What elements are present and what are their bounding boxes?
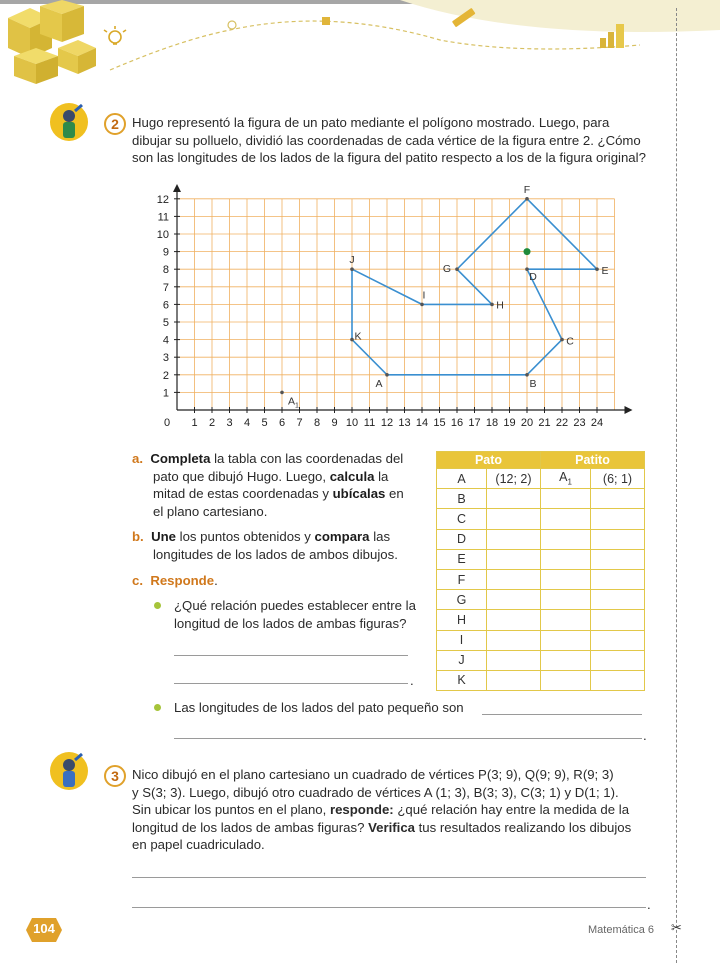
vertex-cell: F xyxy=(437,569,487,589)
part-a-letter: a. xyxy=(132,451,143,466)
part-b-bold-1: Une xyxy=(151,529,176,544)
vertex-point xyxy=(560,338,564,342)
vertex-label: I xyxy=(422,289,426,302)
table-row xyxy=(437,650,645,670)
answer-line-4-period: . xyxy=(643,728,647,743)
small-coordinate-cell[interactable] xyxy=(591,630,645,650)
y-tick-label: 1 xyxy=(162,387,169,400)
question-3-line-4a: longitud de los lados de ambas figuras? xyxy=(132,819,369,835)
vertex-label: B xyxy=(529,377,537,390)
book-title: Matemática 6 xyxy=(588,924,655,936)
vertex-cell: E xyxy=(437,549,487,569)
decor-circle-icon xyxy=(228,21,236,29)
question-3-line-5: en papel cuadriculado. xyxy=(132,837,265,852)
small-coordinate-cell[interactable]: (6; 1) xyxy=(591,469,645,489)
small-coordinate-cell[interactable] xyxy=(591,529,645,549)
vertex-label: J xyxy=(349,254,355,267)
small-vertex-cell[interactable] xyxy=(541,489,591,509)
x-tick-label: 9 xyxy=(331,417,338,429)
part-a-text-1: la tabla con las coordenadas del xyxy=(210,451,404,466)
answer-line-2-period: . xyxy=(410,673,414,688)
small-vertex-cell[interactable] xyxy=(541,549,591,569)
vertex-point xyxy=(525,373,529,377)
student-avatar-2-icon xyxy=(50,752,88,790)
bullet-2-text: Las longitudes de los lados del pato pequeño son xyxy=(174,700,464,715)
y-tick-label: 9 xyxy=(162,246,169,259)
student-avatar-icon xyxy=(50,103,88,141)
y-axis-arrow-icon xyxy=(173,184,181,192)
table-row xyxy=(437,509,645,529)
x-tick-label: 17 xyxy=(468,417,481,429)
vertex-label: G xyxy=(442,263,452,276)
question-3-line-2: y S(3; 3). Luego, dibujó otro cuadrado de vértices A (1; 3), B(3; 3), C(3; 1) y D(1; 1). xyxy=(132,784,619,800)
y-tick-label: 6 xyxy=(162,299,169,312)
part-a-bold-1: Completa xyxy=(150,451,211,466)
coordinates-table xyxy=(436,451,645,691)
part-a-text-3: mitad de estas coordenadas y xyxy=(153,486,333,501)
x-tick-label: 13 xyxy=(398,417,411,429)
vertex-point xyxy=(595,267,599,271)
y-tick-label: 2 xyxy=(162,369,169,382)
vertex-label: E xyxy=(601,265,609,278)
answer-line-5[interactable] xyxy=(132,877,646,878)
question-number-badge: 2 xyxy=(104,113,126,135)
vertex-point xyxy=(385,373,389,377)
question-3-responde: responde: xyxy=(329,802,394,817)
table-header-patito: Patito xyxy=(541,452,645,469)
x-tick-label: 23 xyxy=(573,417,586,429)
y-tick-label: 11 xyxy=(157,211,169,224)
scissors-icon: ✂ xyxy=(671,920,682,935)
small-vertex-cell[interactable] xyxy=(541,509,591,529)
coordinate-cell[interactable] xyxy=(487,549,541,569)
part-a-text-2b: la xyxy=(374,468,389,484)
x-tick-label: 3 xyxy=(226,417,233,429)
bullet-1-line-1: ¿Qué relación puedes establecer entre la xyxy=(174,598,416,613)
x-tick-label: 21 xyxy=(538,417,551,429)
vertex-cell: J xyxy=(437,650,487,670)
x-tick-label: 12 xyxy=(380,417,394,429)
page-number: 104 xyxy=(33,921,55,936)
small-vertex-point xyxy=(280,391,284,395)
vertex-cell: A xyxy=(437,469,487,489)
answer-line-1[interactable] xyxy=(174,655,408,656)
question-3-line-1: Nico dibujó en el plano cartesiano un cuadrado de vértices P(3; 9), Q(9; 9), R(9; 3) xyxy=(132,767,614,782)
vertex-point xyxy=(350,338,354,342)
coordinate-cell[interactable] xyxy=(487,590,541,610)
part-b-text-2: longitudes de los lados de ambos dibujos. xyxy=(153,546,398,562)
small-cube-icon xyxy=(322,17,330,25)
question-3-verifica: Verifica xyxy=(368,819,415,835)
small-coordinate-cell[interactable] xyxy=(591,650,645,670)
part-c-period: . xyxy=(214,573,218,588)
bullet-1 xyxy=(174,597,424,632)
table-row xyxy=(437,630,645,650)
header-decoration xyxy=(0,0,720,100)
part-c-letter: c. xyxy=(132,573,143,588)
vertex-point xyxy=(350,267,354,271)
small-coordinate-cell[interactable] xyxy=(591,569,645,589)
answer-line-6-period: . xyxy=(647,897,651,912)
small-vertex-cell[interactable] xyxy=(541,630,591,650)
small-coordinate-cell[interactable] xyxy=(591,549,645,569)
vertex-cell: G xyxy=(437,590,487,610)
y-tick-label: 8 xyxy=(162,264,169,277)
part-b-bold-2: compara xyxy=(314,529,370,544)
vertex-cell: D xyxy=(437,529,487,549)
small-coordinate-cell[interactable] xyxy=(591,489,645,509)
x-tick-label: 22 xyxy=(555,417,569,429)
coordinate-cell[interactable] xyxy=(487,489,541,509)
part-a-text-3b: en xyxy=(385,486,404,501)
vertex-label: H xyxy=(496,299,504,312)
vertex-label: K xyxy=(354,330,362,343)
vertex-cell: I xyxy=(437,630,487,650)
coordinates-table-wrap xyxy=(436,451,645,691)
coordinate-cell[interactable] xyxy=(487,610,541,630)
vertex-cell: K xyxy=(437,670,487,690)
vertex-cell: B xyxy=(437,489,487,509)
bullet-1-line-2: longitud de los lados de ambas figuras? xyxy=(174,615,407,631)
answer-line-6[interactable] xyxy=(132,907,646,908)
part-c xyxy=(132,572,218,590)
y-tick-label: 4 xyxy=(162,334,169,347)
table-row xyxy=(437,469,645,489)
small-vertex-label: A xyxy=(559,470,568,485)
small-vertex-cell[interactable] xyxy=(541,650,591,670)
vertex-label: C xyxy=(566,335,574,348)
part-a-bold-3: ubícalas xyxy=(332,486,386,501)
question-3-line-3b: ¿qué relación hay entre la medida de la xyxy=(393,802,630,817)
vertex-cell: H xyxy=(437,610,487,630)
x-tick-label: 5 xyxy=(261,417,268,429)
x-tick-label: 15 xyxy=(433,417,446,429)
question-2-text: Hugo representó la figura de un pato mediante el polígono mostrado. Luego, para dibujar su polluelo, dividió las coordenadas de cada vértice de la figura entre 2. ¿Cómo son las longitudes de los lados de la figura del patito respecto a los de la figura original? xyxy=(132,115,646,165)
x-tick-label: 4 xyxy=(243,417,251,429)
table-row xyxy=(437,569,645,589)
small-vertex-cell[interactable] xyxy=(541,529,591,549)
y-tick-label: 10 xyxy=(156,229,169,241)
small-vertex-cell[interactable] xyxy=(541,610,591,630)
vertex-point xyxy=(525,197,529,201)
small-coordinate-cell[interactable] xyxy=(591,590,645,610)
coordinate-cell[interactable]: (12; 2) xyxy=(487,469,541,489)
y-tick-label: 7 xyxy=(162,281,169,294)
part-a-text-4: el plano cartesiano. xyxy=(153,503,268,519)
x-tick-label: 16 xyxy=(450,417,464,429)
question-3-text xyxy=(132,766,662,854)
vertex-cell: C xyxy=(437,509,487,529)
vertex-point xyxy=(455,267,459,271)
vertex-label: A xyxy=(375,377,383,390)
lightbulb-icon xyxy=(104,26,126,44)
vertex-label: D xyxy=(529,271,537,284)
part-b-letter: b. xyxy=(132,529,144,544)
coordinate-cell[interactable] xyxy=(487,650,541,670)
small-vertex-subscript: 1 xyxy=(567,477,572,487)
part-b xyxy=(132,528,422,563)
small-vertex-cell[interactable] xyxy=(541,569,591,589)
question-3-line-4b: tus resultados realizando los dibujos xyxy=(414,819,632,835)
small-vertex-subscript: 1 xyxy=(295,402,299,410)
vertex-point xyxy=(490,303,494,307)
coordinate-cell[interactable] xyxy=(487,529,541,549)
small-vertex-cell[interactable] xyxy=(541,590,591,610)
coordinate-cell[interactable] xyxy=(487,569,541,589)
x-tick-label: 10 xyxy=(345,417,359,429)
vertex-point xyxy=(420,303,424,307)
cartesian-plane-chart xyxy=(156,182,646,434)
part-b-text-1: los puntos obtenidos y xyxy=(175,529,315,544)
part-a xyxy=(132,450,422,520)
cut-line xyxy=(676,8,677,963)
x-tick-label: 19 xyxy=(503,417,516,429)
y-tick-label: 3 xyxy=(162,352,169,365)
part-b-text-1b: las xyxy=(369,529,391,544)
small-vertex-label: A xyxy=(288,395,296,408)
answer-line-4[interactable] xyxy=(174,738,642,739)
answer-line-2[interactable] xyxy=(174,683,408,684)
table-row xyxy=(437,590,645,610)
y-tick-label: 5 xyxy=(162,317,169,329)
small-coordinate-cell[interactable] xyxy=(591,610,645,630)
table-row xyxy=(437,549,645,569)
table-row xyxy=(437,529,645,549)
table-row xyxy=(437,489,645,509)
x-tick-label: 11 xyxy=(363,417,376,429)
x-tick-label: 8 xyxy=(313,417,321,429)
part-a-text-2: pato que dibujó Hugo. Luego, xyxy=(153,468,330,484)
x-tick-label: 0 xyxy=(163,417,171,429)
vertex-label: F xyxy=(523,183,531,196)
part-c-label: Responde xyxy=(150,573,215,588)
small-vertex-cell[interactable] xyxy=(541,670,591,690)
table-row xyxy=(437,670,645,690)
small-coordinate-cell[interactable] xyxy=(591,509,645,529)
small-vertex-cell[interactable] xyxy=(541,469,591,489)
cubes-icon xyxy=(8,0,96,84)
question-3-line-3a: Sin ubicar los puntos en el plano, xyxy=(132,802,330,817)
x-tick-label: 6 xyxy=(278,417,286,429)
x-axis-arrow-icon xyxy=(625,406,633,414)
coordinate-cell[interactable] xyxy=(487,630,541,650)
x-tick-label: 2 xyxy=(208,417,216,429)
part-a-bold-2: calcula xyxy=(329,468,375,484)
y-tick-label: 12 xyxy=(156,193,169,206)
bullet-2-dot xyxy=(154,704,161,711)
small-coordinate-cell[interactable] xyxy=(591,670,645,690)
x-tick-label: 24 xyxy=(590,417,604,429)
x-tick-label: 18 xyxy=(485,417,499,429)
answer-line-3[interactable] xyxy=(482,714,642,715)
table-header-pato: Pato xyxy=(437,452,541,469)
x-tick-label: 14 xyxy=(415,417,429,429)
x-tick-label: 1 xyxy=(191,417,198,429)
bullet-1-dot xyxy=(154,602,161,609)
question-3-number-badge: 3 xyxy=(104,765,126,787)
x-tick-label: 7 xyxy=(296,417,303,429)
duck-eye-point xyxy=(524,248,531,255)
table-row xyxy=(437,610,645,630)
coordinate-cell[interactable] xyxy=(487,509,541,529)
x-tick-label: 20 xyxy=(520,417,534,429)
coordinate-cell[interactable] xyxy=(487,670,541,690)
